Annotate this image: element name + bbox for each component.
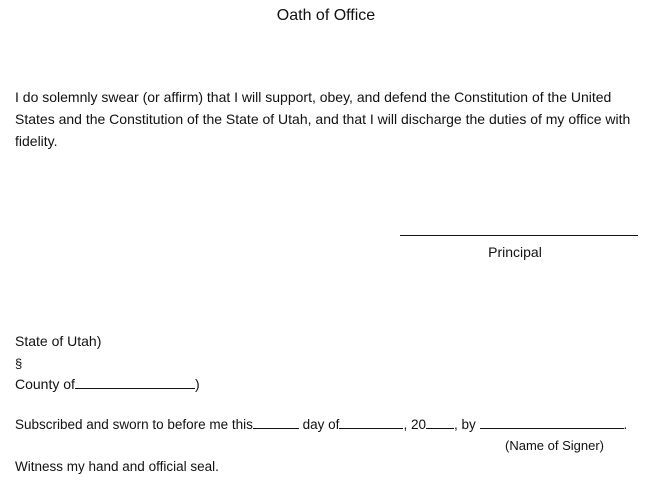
end-period: . xyxy=(623,417,628,432)
county-label: County of xyxy=(15,376,75,392)
state-label: State of Utah) xyxy=(15,333,102,349)
day-of-label: day of xyxy=(302,417,340,432)
signer-blank xyxy=(480,427,624,429)
county-line xyxy=(15,376,200,392)
subscribed-line xyxy=(15,417,627,432)
day-blank xyxy=(253,427,299,429)
principal-label: Principal xyxy=(488,244,542,260)
month-blank xyxy=(339,427,403,429)
section-symbol: § xyxy=(15,356,23,371)
oath-paragraph: I do solemnly swear (or affirm) that I will support, obey, and defend the Constitution of the United States and the Constitution of the State of Utah, and that I will discharge the duties of my office with fidelity. xyxy=(15,89,631,149)
county-blank xyxy=(75,387,195,389)
year-prefix: , 20 xyxy=(403,417,426,432)
subscribed-text: Subscribed and sworn to before me this xyxy=(15,417,253,432)
principal-signature-line xyxy=(400,235,638,236)
county-close: ) xyxy=(194,376,200,392)
year-blank xyxy=(426,427,454,429)
by-label: , by xyxy=(453,417,476,432)
witness-statement: Witness my hand and official seal. xyxy=(15,459,219,474)
document-title: Oath of Office xyxy=(276,7,376,24)
name-of-signer-label: (Name of Signer) xyxy=(505,438,604,453)
